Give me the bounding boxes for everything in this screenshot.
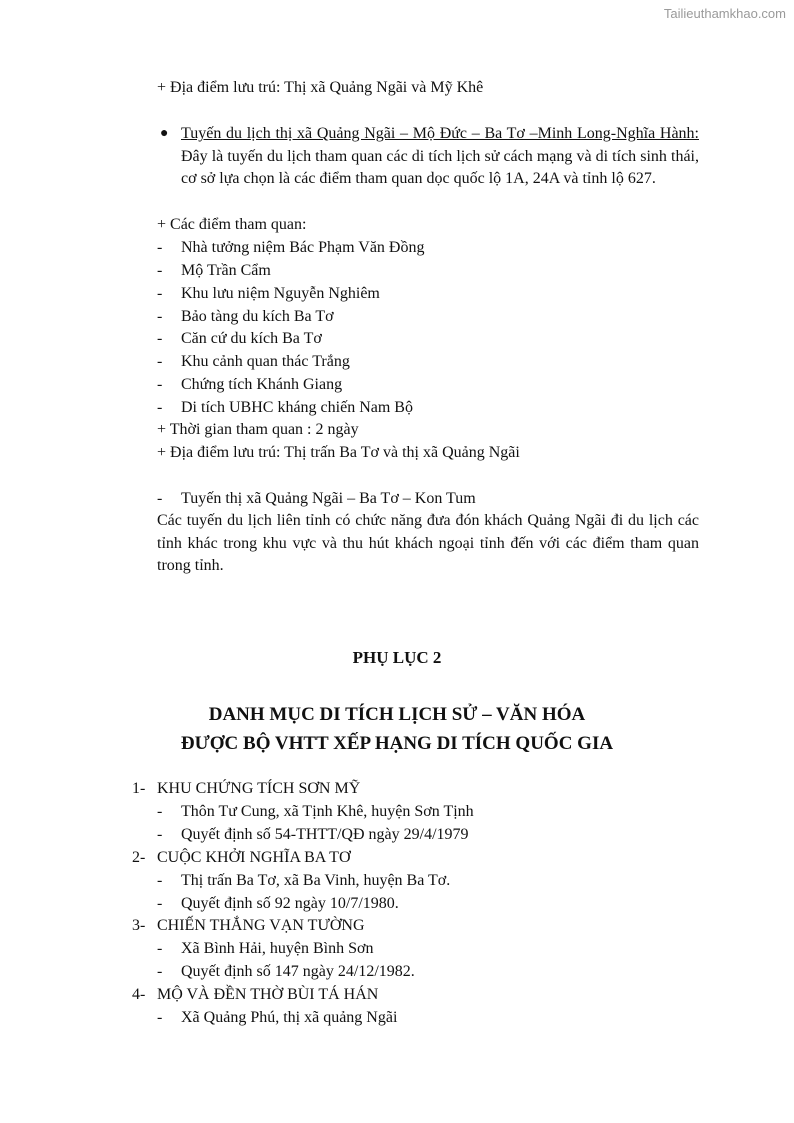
- dash-icon: -: [157, 376, 163, 393]
- route-description: Đây là tuyến du lịch tham quan các di tích lịch sử cách mạng và di tích sinh thái, cơ sở lựa chọn là các điểm tham quan dọc quốc lộ 1A, 24A và tỉnh lộ 627.: [181, 147, 699, 188]
- item-name: MỘ VÀ ĐỀN THỜ BÙI TÁ HÁN: [157, 986, 379, 1003]
- sights-label: + Các điểm tham quan:: [157, 216, 307, 233]
- time-line: + Thời gian tham quan : 2 ngày: [157, 421, 359, 438]
- route-title: Tuyến du lịch thị xã Quảng Ngãi – Mộ Đức – Ba Tơ –Minh Long-Nghĩa Hành:: [181, 125, 699, 142]
- item-detail: Quyết định số 92 ngày 10/7/1980.: [181, 895, 399, 912]
- dash-icon: -: [157, 1009, 163, 1026]
- sight-item: Căn cứ du kích Ba Tơ: [181, 330, 322, 347]
- watermark: Tailieuthamkhao.com: [663, 6, 786, 21]
- dash-icon: -: [157, 826, 163, 843]
- dash-icon: -: [157, 399, 163, 416]
- stay-location-line: + Địa điểm lưu trú: Thị xã Quảng Ngãi và Mỹ Khê: [157, 79, 484, 96]
- dash-icon: -: [157, 872, 163, 889]
- item-detail: Quyết định số 147 ngày 24/12/1982.: [181, 963, 415, 980]
- sight-item: Di tích UBHC kháng chiến Nam Bộ: [181, 399, 413, 416]
- sight-item: Chứng tích Khánh Giang: [181, 376, 343, 393]
- dash-icon: -: [157, 308, 163, 325]
- sight-item: Khu lưu niệm Nguyễn Nghiêm: [181, 285, 380, 302]
- dash-icon: -: [157, 895, 163, 912]
- sight-item: Mộ Trần Cẩm: [181, 262, 271, 279]
- sight-item: Khu cảnh quan thác Trắng: [181, 353, 350, 370]
- sight-item: Nhà tưởng niệm Bác Phạm Văn Đồng: [181, 239, 425, 256]
- dash-icon: -: [157, 963, 163, 980]
- bullet-icon: ●: [160, 126, 169, 141]
- item-detail: Xã Bình Hải, huyện Bình Sơn: [181, 940, 374, 957]
- sight-item: Bảo tàng du kích Ba Tơ: [181, 308, 334, 325]
- dash-icon: -: [157, 353, 163, 370]
- dash-icon: -: [157, 940, 163, 957]
- stay-location-line-2: + Địa điểm lưu trú: Thị trấn Ba Tơ và thị xã Quảng Ngãi: [157, 444, 520, 461]
- item-number: 2-: [132, 849, 146, 866]
- appendix-title-line-1: DANH MỤC DI TÍCH LỊCH SỬ – VĂN HÓA: [208, 704, 586, 725]
- item-detail: Quyết định số 54-THTT/QĐ ngày 29/4/1979: [181, 826, 469, 843]
- dash-icon: -: [157, 285, 163, 302]
- dash-icon: -: [157, 803, 163, 820]
- item-number: 1-: [132, 780, 146, 797]
- item-number: 3-: [132, 917, 146, 934]
- route-2-title: Tuyến thị xã Quảng Ngãi – Ba Tơ – Kon Tum: [181, 490, 476, 507]
- route-2-description: Các tuyến du lịch liên tỉnh có chức năng đưa đón khách Quảng Ngãi đi du lịch các tỉnh khác trong khu vực và thu hút khách ngoại tỉnh đến với các điểm tham quan trong tỉnh.: [157, 512, 699, 575]
- item-detail: Thôn Tư Cung, xã Tịnh Khê, huyện Sơn Tịnh: [181, 803, 474, 820]
- appendix-title-line-2: ĐƯỢC BỘ VHTT XẾP HẠNG DI TÍCH QUỐC GIA: [180, 733, 614, 754]
- item-name: KHU CHỨNG TÍCH SƠN MỸ: [157, 780, 361, 797]
- dash-icon: -: [157, 490, 163, 507]
- item-number: 4-: [132, 986, 146, 1003]
- dash-icon: -: [157, 262, 163, 279]
- item-detail: Thị trấn Ba Tơ, xã Ba Vinh, huyện Ba Tơ.: [181, 872, 451, 889]
- item-name: CHIẾN THẮNG VẠN TƯỜNG: [157, 917, 365, 934]
- dash-icon: -: [157, 239, 163, 256]
- appendix-label: PHỤ LỤC 2: [352, 648, 442, 667]
- item-detail: Xã Quảng Phú, thị xã quảng Ngãi: [181, 1009, 398, 1026]
- item-name: CUỘC KHỞI NGHĨA BA TƠ: [157, 849, 351, 866]
- dash-icon: -: [157, 330, 163, 347]
- route-paragraph: [181, 123, 699, 191]
